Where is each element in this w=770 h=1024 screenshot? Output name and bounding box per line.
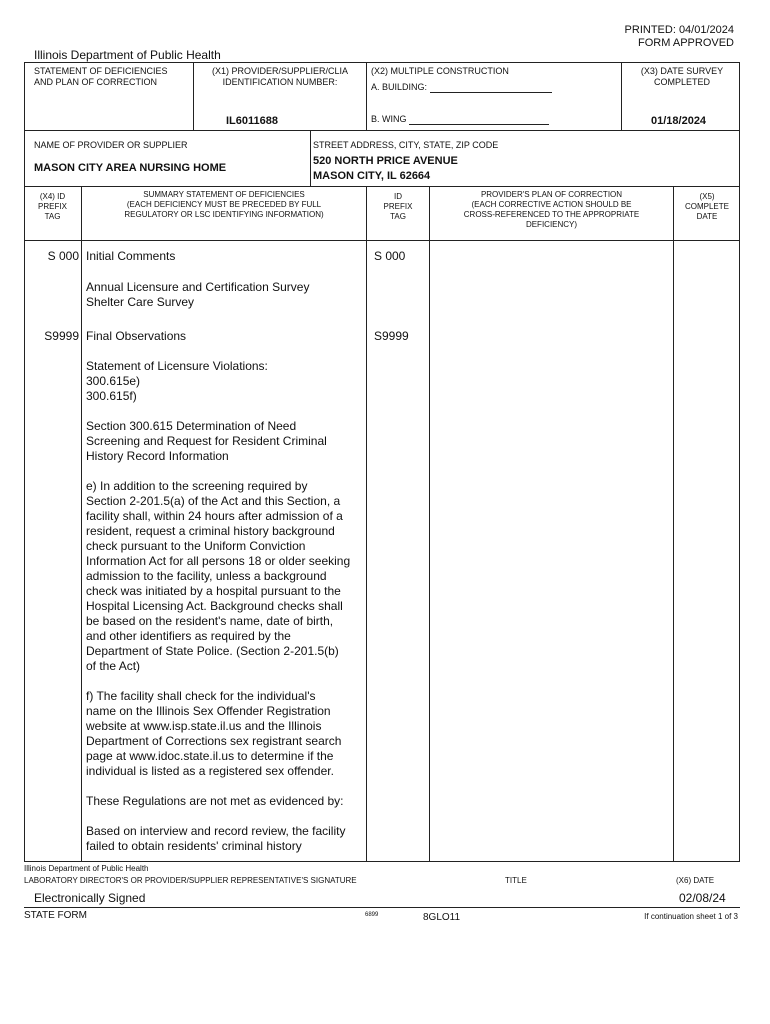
footer-department: Illinois Department of Public Health [24, 864, 149, 873]
s000-title: Initial Comments [86, 249, 176, 263]
plan-header: PROVIDER'S PLAN OF CORRECTION (EACH CORRECTIVE ACTION SHOULD BE CROSS-REFERENCED TO THE APPROPRIATE DEFICIENCY) [463, 190, 640, 229]
section-title: Section 300.615 Determination of Need Screening and Request for Resident Criminal History Record Information [86, 419, 327, 463]
not-met-statement: These Regulations are not met as evidenced by: [86, 794, 344, 808]
form-header-right [625, 24, 734, 50]
s9999-title: Final Observations [86, 329, 187, 343]
title-label: TITLE [505, 876, 527, 885]
x2-wing [371, 114, 549, 125]
x5-header: (X5) COMPLETE DATE [684, 192, 729, 221]
printed-date: PRINTED: 04/01/2024 [624, 24, 734, 36]
paragraph-f: f) The facility shall check for the individual's name on the Illinois Sex Offender Registration website at www.isp.state.il.us and the Illinois Department of Corrections sex registrant search page at www.idoc.state.il.us to determine if the individual is listed as a registered sex offender. [86, 689, 342, 778]
violations: Statement of Licensure Violations: 300.615e) 300.615f) [86, 359, 268, 403]
summary-header: SUMMARY STATEMENT OF DEFICIENCIES (EACH DEFICIENCY MUST BE PRECEDED BY FULL REGULATORY OR LSC IDENTIFYING INFORMATION) [124, 190, 324, 219]
evidence-text: Based on interview and record review, the facility failed to obtain residents' criminal history [86, 824, 346, 853]
provider-name: MASON CITY AREA NURSING HOME [34, 162, 227, 174]
electronic-signature: Electronically Signed [34, 891, 146, 905]
x1-provider-number: IL6011688 [226, 115, 278, 127]
statement-label: STATEMENT OF DEFICIENCIES AND PLAN OF CORRECTION [34, 66, 168, 87]
address-line2: MASON CITY, IL 62664 [313, 170, 431, 182]
survey-types: Annual Licensure and Certification Survey Shelter Care Survey [86, 280, 310, 309]
signature-label: LABORATORY DIRECTOR'S OR PROVIDER/SUPPLIER REPRESENTATIVE'S SIGNATURE [24, 876, 357, 885]
form-approved: FORM APPROVED [638, 37, 734, 49]
wing-field[interactable] [409, 115, 549, 125]
building-label: A. BUILDING: [371, 82, 428, 92]
form-number: 6899 [365, 912, 379, 918]
x2-building [371, 82, 552, 93]
deficiency-text [86, 359, 364, 869]
signature-date: 02/08/24 [679, 891, 726, 905]
paragraph-e: e) In addition to the screening required by Section 2-201.5(a) of the Act and this Section, a facility shall, within 24 hours after admission of a resident, request a criminal history background check pursuant to the Uniform Conviction Information Act for all persons 18 or older seeking admission to the facility, unless a background check was initiated by a hospital pursuant to the Hospital Licensing Act. Background checks shall be based on the resident's name, date of birth, and other identifiers as required by the Department of State Police. (Section 2-201.5(b) of the Act) [86, 479, 351, 673]
provider-label: NAME OF PROVIDER OR SUPPLIER [34, 140, 188, 150]
event-id: 8GLO11 [423, 912, 461, 923]
state-form-label: STATE FORM [24, 910, 87, 921]
x3-survey-date: 01/18/2024 [651, 115, 707, 127]
id-prefix-header: ID PREFIX TAG [383, 192, 413, 221]
tag-s000: S 000 [47, 249, 79, 263]
address-line1: 520 NORTH PRICE AVENUE [313, 155, 458, 167]
tag-s9999: S9999 [44, 329, 79, 343]
wing-label: B. WING [371, 114, 407, 124]
department-name: Illinois Department of Public Health [34, 48, 221, 62]
x3-label: (X3) DATE SURVEY COMPLETED [640, 66, 724, 87]
address-label: STREET ADDRESS, CITY, STATE, ZIP CODE [313, 140, 499, 150]
id-s9999: S9999 [374, 329, 409, 343]
x6-date-label: (X6) DATE [676, 876, 715, 885]
continuation-sheet: If continuation sheet 1 of 3 [644, 912, 738, 921]
x2-label: (X2) MULTIPLE CONSTRUCTION [371, 66, 509, 76]
building-field[interactable] [430, 83, 552, 93]
x4-header: (X4) ID PREFIX TAG [38, 192, 67, 221]
id-s000: S 000 [374, 249, 406, 263]
x1-label: (X1) PROVIDER/SUPPLIER/CLIA IDENTIFICATION NUMBER: [211, 66, 349, 87]
